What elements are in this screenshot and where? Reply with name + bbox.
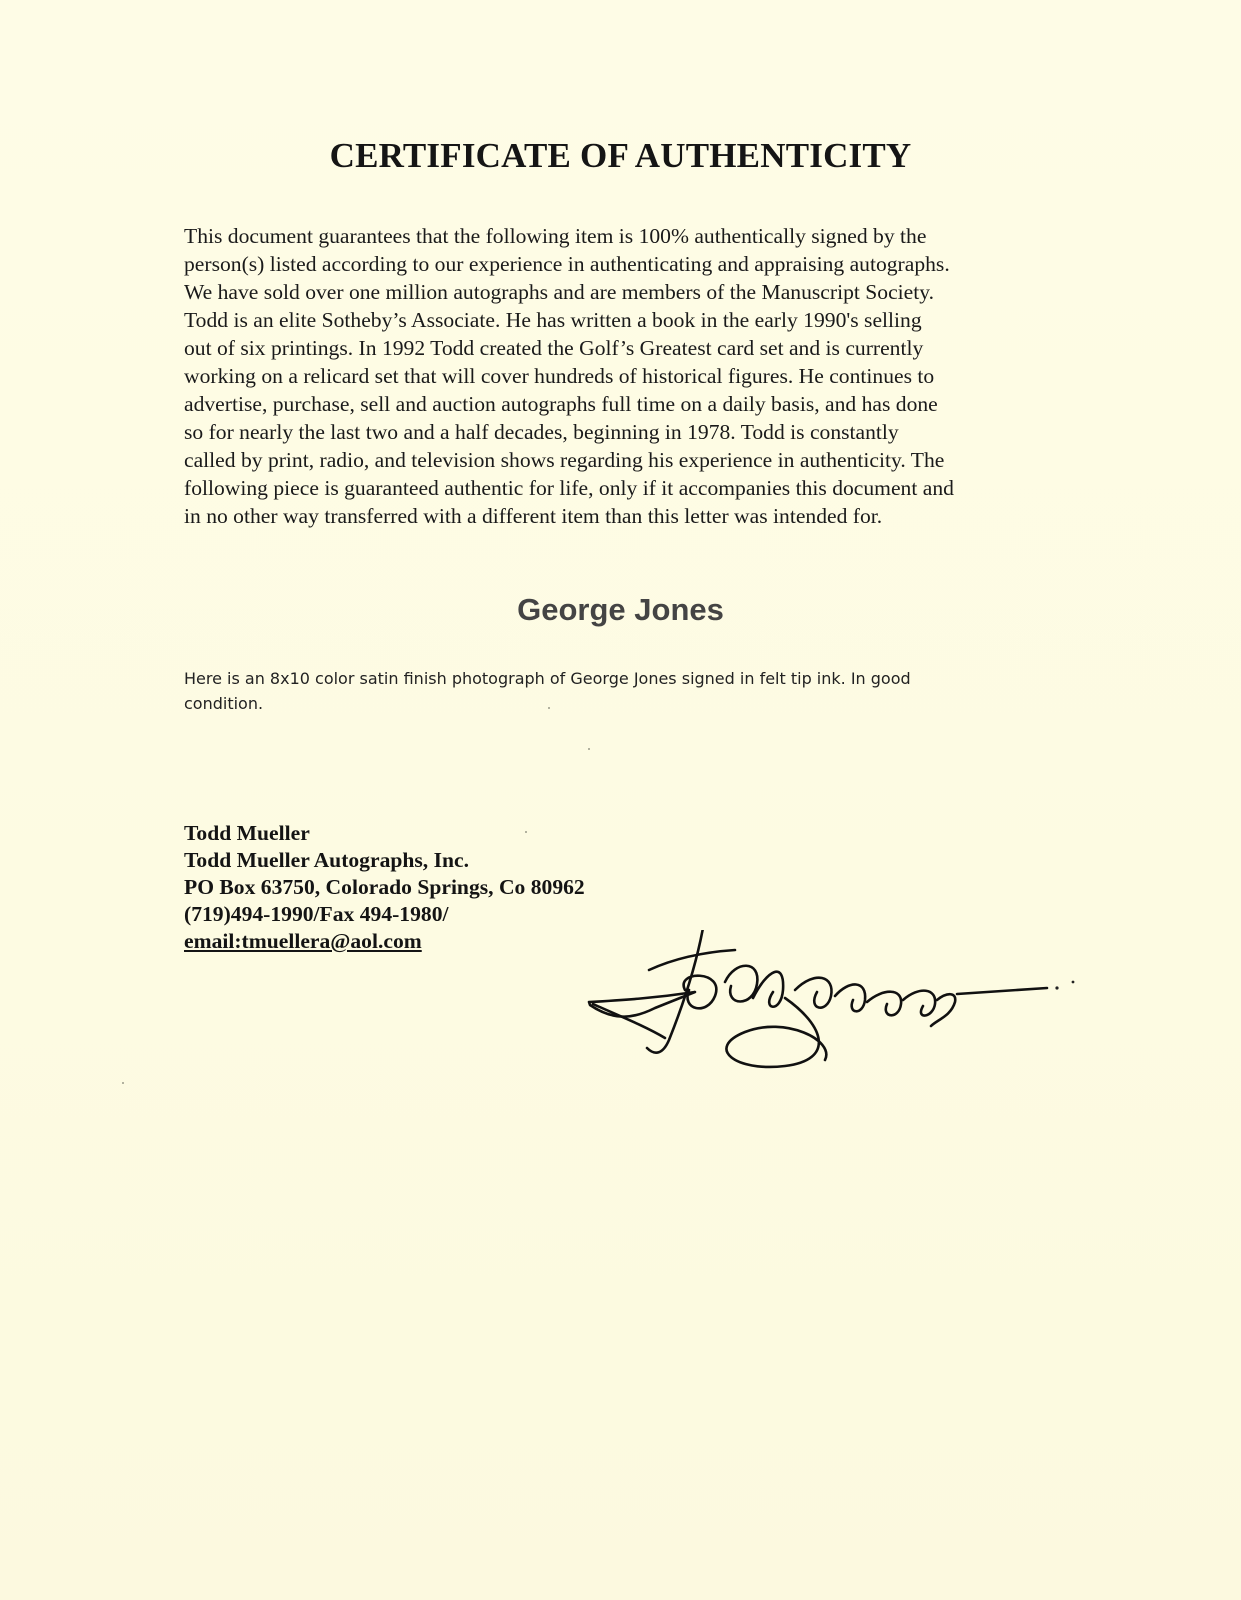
guarantee-line: in no other way transferred with a different item than this letter was intended for. — [184, 504, 883, 528]
contact-phone: (719)494-1990/Fax 494-1980/ — [184, 902, 449, 926]
certificate-title: CERTIFICATE OF AUTHENTICITY — [329, 136, 912, 175]
handwritten-signature — [585, 930, 1095, 1100]
guarantee-line: so for nearly the last two and a half decades, beginning in 1978. Todd is constantly — [184, 420, 899, 444]
guarantee-line: Todd is an elite Sotheby’s Associate. He has written a book in the early 1990's selling — [184, 308, 922, 332]
guarantee-line: person(s) listed according to our experience in authenticating and appraising autographs. — [184, 252, 950, 276]
contact-company: Todd Mueller Autographs, Inc. — [184, 848, 469, 872]
guarantee-line: working on a relicard set that will cover hundreds of historical figures. He continues to — [184, 364, 935, 388]
description-line: Here is an 8x10 color satin finish photograph of George Jones signed in felt tip ink. In good — [184, 669, 911, 688]
paper-speck — [122, 1082, 124, 1084]
item-description — [184, 666, 1064, 716]
paper-speck — [548, 707, 550, 709]
guarantee-line: We have sold over one million autographs and are members of the Manuscript Society. — [184, 280, 935, 304]
guarantee-line: following piece is guaranteed authentic for life, only if it accompanies this document and — [184, 476, 954, 500]
contact-name: Todd Mueller — [184, 821, 310, 845]
description-line: condition. — [184, 694, 264, 713]
guarantee-line: out of six printings. In 1992 Todd created the Golf’s Greatest card set and is currently — [184, 336, 924, 360]
guarantee-line: This document guarantees that the following item is 100% authentically signed by the — [184, 224, 927, 248]
guarantee-line: advertise, purchase, sell and auction autographs full time on a daily basis, and has done — [184, 392, 938, 416]
guarantee-paragraph — [184, 222, 1064, 530]
paper-speck — [588, 748, 590, 750]
signer-name: George Jones — [517, 592, 724, 627]
paper-speck — [525, 831, 527, 833]
guarantee-line: called by print, radio, and television shows regarding his experience in authenticity. The — [184, 448, 945, 472]
contact-email-link[interactable]: email:tmuellera@aol.com — [184, 929, 422, 953]
contact-address: PO Box 63750, Colorado Springs, Co 80962 — [184, 875, 585, 899]
